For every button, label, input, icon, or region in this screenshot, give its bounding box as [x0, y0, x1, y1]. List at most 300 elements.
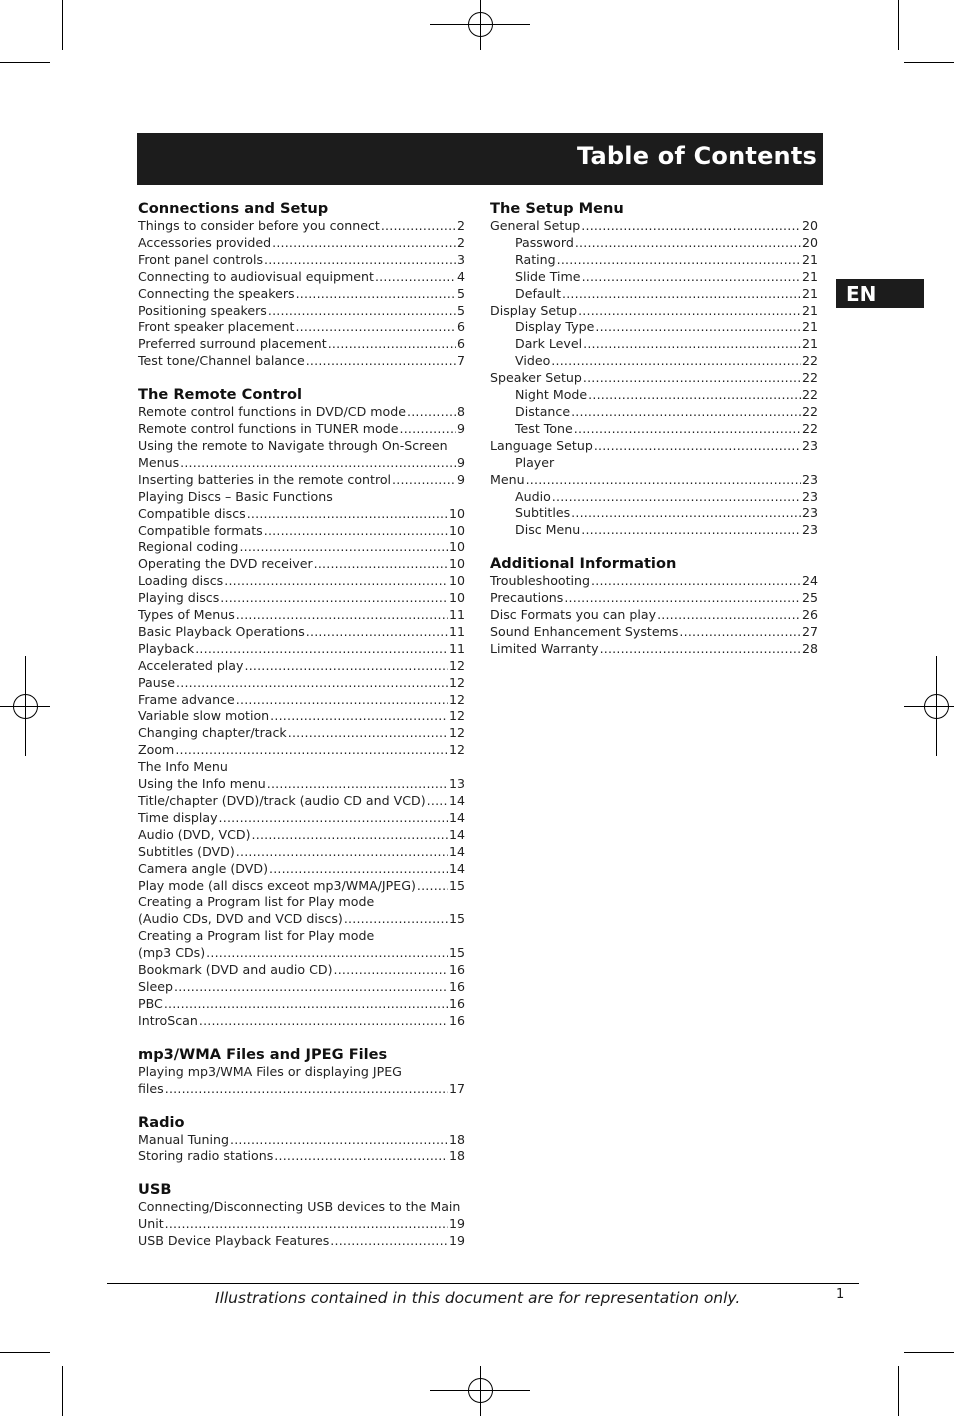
dot-leader: [264, 523, 448, 540]
toc-section-connections-and-setup: [138, 200, 465, 370]
toc-entry-page: 12: [448, 725, 465, 741]
toc-entry-page: 26: [801, 607, 818, 623]
toc-entry-page: 14: [448, 809, 465, 825]
language-tab-label: EN: [846, 282, 877, 306]
section-heading: Additional Information: [490, 555, 677, 573]
toc-entry-title: Remote control functions in DVD/CD mode: [138, 404, 406, 420]
toc-entry[interactable]: [490, 269, 818, 286]
dot-leader: [274, 1148, 448, 1165]
dot-leader: [328, 336, 456, 353]
toc-entry[interactable]: [138, 945, 465, 962]
toc-entry[interactable]: [138, 573, 465, 590]
toc-entry[interactable]: [138, 472, 465, 489]
toc-entry-page: 3: [456, 251, 465, 267]
toc-entry[interactable]: [138, 996, 465, 1013]
dot-leader: [269, 861, 448, 878]
toc-entry-page: 16: [448, 1012, 465, 1028]
dot-leader: [375, 269, 456, 286]
toc-entry-page: 15: [448, 945, 465, 961]
dot-leader: [344, 911, 448, 928]
toc-entry-title: Storing radio stations: [138, 1148, 274, 1164]
page-number: 1: [836, 1287, 845, 1302]
toc-entry-page: 22: [801, 370, 818, 386]
toc-entry-page: 21: [801, 251, 818, 267]
toc-entry-page: 23: [801, 505, 818, 521]
dot-leader: [252, 827, 448, 844]
toc-entry[interactable]: [138, 624, 465, 641]
dot-leader: [165, 1216, 448, 1233]
toc-entry[interactable]: [138, 523, 465, 540]
toc-entry[interactable]: [138, 269, 465, 286]
toc-entry-title: Regional coding: [138, 539, 239, 555]
toc-entry-title: Camera angle (DVD): [138, 860, 268, 876]
toc-entry-title: Precautions: [490, 590, 564, 606]
toc-entry-title: Disc Formats you can play: [490, 607, 657, 623]
toc-entry-page: 2: [456, 234, 465, 250]
dot-leader: [583, 336, 801, 353]
toc-entry[interactable]: [490, 286, 818, 303]
toc-entry[interactable]: [490, 303, 818, 320]
toc-entry[interactable]: [490, 235, 818, 252]
dot-leader: [296, 286, 456, 303]
toc-section-the-remote-control: [138, 386, 465, 1030]
toc-entry-title: Loading discs: [138, 573, 224, 589]
toc-entry[interactable]: [490, 319, 818, 336]
toc-entry-page: 22: [801, 387, 818, 403]
toc-entry-title: Front panel controls: [138, 251, 264, 267]
footer-note: Illustrations contained in this document are for representation only.: [215, 1289, 741, 1307]
toc-entry-title: Inserting batteries in the remote control: [138, 471, 392, 487]
toc-entry[interactable]: [490, 421, 818, 438]
dot-leader: [591, 573, 801, 590]
toc-entry-page: 21: [801, 319, 818, 335]
toc-entry[interactable]: [138, 607, 465, 624]
dot-leader: [595, 319, 801, 336]
toc-entry-title: Connecting the speakers: [138, 285, 295, 301]
toc-entry-page: 22: [801, 403, 818, 419]
toc-entry-page: 23: [801, 471, 818, 487]
toc-entry-page: 14: [448, 826, 465, 842]
toc-section-usb: [138, 1181, 465, 1250]
toc-entry-title: Variable slow motion: [138, 708, 270, 724]
toc-entry[interactable]: [490, 505, 818, 522]
toc-entry-page: 2: [456, 218, 465, 233]
dot-leader: [195, 641, 448, 658]
dot-leader: [306, 624, 448, 641]
dot-leader: [220, 590, 448, 607]
toc-entry[interactable]: [138, 776, 465, 793]
toc-entry[interactable]: [138, 404, 465, 421]
dot-leader: [657, 607, 801, 624]
toc-entry-page: 10: [448, 573, 465, 589]
dot-leader: [206, 945, 448, 962]
toc-entry[interactable]: [138, 1132, 465, 1149]
toc-entry[interactable]: [138, 1148, 465, 1165]
toc-entry-page: 13: [448, 776, 465, 792]
dot-leader: [334, 962, 448, 979]
toc-entry-title: Disc Menu: [515, 522, 581, 538]
dot-leader: [600, 641, 801, 658]
dot-leader: [267, 776, 448, 793]
toc-entry[interactable]: [138, 878, 465, 895]
toc-entry-page: 21: [801, 285, 818, 301]
toc-entry-page: 20: [801, 234, 818, 250]
toc-entry[interactable]: [138, 506, 465, 523]
toc-entry-title: Menu: [490, 471, 525, 487]
toc-entry-page: 23: [801, 522, 818, 538]
toc-entry-page: 6: [456, 319, 465, 335]
toc-entry-page: 15: [448, 877, 465, 893]
toc-entry[interactable]: [490, 252, 818, 269]
dot-leader: [236, 692, 448, 709]
toc-section-the-setup-menu: [490, 200, 818, 539]
toc-entry-page: 12: [448, 674, 465, 690]
dot-leader: [174, 979, 448, 996]
toc-entry-page: 9: [456, 421, 465, 437]
toc-right-column: [490, 200, 818, 674]
toc-entry[interactable]: [138, 319, 465, 336]
toc-entry-page: 22: [801, 420, 818, 436]
toc-entry[interactable]: [138, 742, 465, 759]
toc-entry[interactable]: [138, 286, 465, 303]
dot-leader: [594, 438, 801, 455]
toc-entry-title: Connecting to audiovisual equipment: [138, 268, 374, 284]
toc-entry-page: 14: [448, 860, 465, 876]
toc-subheading: Playing Discs – Basic Functions: [138, 488, 333, 504]
dot-leader: [175, 742, 448, 759]
toc-entry[interactable]: [490, 522, 818, 539]
toc-entry-title: General Setup: [490, 218, 581, 233]
toc-entry-title: Video: [515, 353, 551, 369]
dot-leader: [239, 539, 448, 556]
toc-entry[interactable]: [490, 404, 818, 421]
dot-leader: [552, 489, 801, 506]
toc-entry-title: Distance: [515, 403, 571, 419]
toc-entry-page: 10: [448, 539, 465, 555]
toc-entry-title: (Audio CDs, DVD and VCD discs): [138, 911, 343, 927]
toc-entry-title: Zoom: [138, 742, 175, 758]
dot-leader: [176, 675, 448, 692]
toc-entry-title: Front speaker placement: [138, 319, 295, 335]
toc-entry-page: 22: [801, 353, 818, 369]
toc-entry[interactable]: [138, 861, 465, 878]
toc-entry-page: 11: [448, 623, 465, 639]
title-bar: [137, 133, 823, 185]
dot-leader: [581, 218, 801, 235]
toc-entry-page: 9: [456, 454, 465, 470]
toc-entry-page: 12: [448, 657, 465, 673]
toc-entry-title: Speaker Setup: [490, 370, 582, 386]
toc-entry[interactable]: [138, 979, 465, 996]
toc-entry-title: Accessories provided: [138, 234, 272, 250]
toc-entry-title: Pause: [138, 674, 176, 690]
toc-entry-page: 20: [801, 218, 818, 233]
toc-entry[interactable]: [490, 590, 818, 607]
toc-entry[interactable]: [138, 421, 465, 438]
dot-leader: [407, 404, 456, 421]
toc-entry[interactable]: [138, 455, 465, 472]
toc-entry-page: 16: [448, 978, 465, 994]
toc-entry-page: 10: [448, 522, 465, 538]
toc-left-column: [138, 200, 465, 1266]
toc-entry[interactable]: [138, 641, 465, 658]
toc-entry-page: 23: [801, 437, 818, 453]
toc-entry-title: Compatible discs: [138, 505, 246, 521]
toc-entry-title: IntroScan: [138, 1012, 198, 1028]
toc-entry[interactable]: [138, 962, 465, 979]
toc-entry-page: 16: [448, 995, 465, 1011]
dot-leader: [244, 658, 447, 675]
toc-entry-title: Password: [515, 234, 574, 250]
toc-entry[interactable]: [138, 1013, 465, 1030]
dot-leader: [219, 810, 448, 827]
toc-entry[interactable]: [138, 303, 465, 320]
toc-entry[interactable]: [138, 1081, 465, 1098]
toc-entry[interactable]: [490, 624, 818, 641]
dot-leader: [288, 725, 448, 742]
toc-entry-title: Positioning speakers: [138, 302, 267, 318]
toc-entry-page: 27: [801, 623, 818, 639]
toc-entry-title: Compatible formats: [138, 522, 263, 538]
toc-entry-title: Subtitles: [515, 505, 571, 521]
toc-subheading: Creating a Program list for Play mode: [138, 894, 375, 910]
dot-leader: [165, 1081, 448, 1098]
dot-leader: [526, 472, 801, 489]
toc-entry-title: Frame advance: [138, 691, 235, 707]
toc-entry-title: Default: [515, 285, 562, 301]
dot-leader: [236, 844, 448, 861]
dot-leader: [392, 472, 456, 489]
toc-entry-page: 5: [456, 302, 465, 318]
toc-entry-title: Unit: [138, 1216, 164, 1232]
dot-leader: [272, 235, 456, 252]
toc-entry-page: 23: [801, 488, 818, 504]
dot-leader: [400, 421, 456, 438]
toc-entry[interactable]: [138, 539, 465, 556]
toc-entry-title: Night Mode: [515, 387, 588, 403]
toc-entry[interactable]: [138, 336, 465, 353]
dot-leader: [564, 590, 801, 607]
toc-entry-title: Things to consider before you connect: [138, 218, 380, 233]
toc-entry-title: PBC: [138, 995, 163, 1011]
toc-entry-title: (mp3 CDs): [138, 945, 206, 961]
toc-entry[interactable]: [138, 810, 465, 827]
dot-leader: [588, 387, 801, 404]
toc-entry-title: Menus: [138, 454, 180, 470]
toc-entry[interactable]: [490, 607, 818, 624]
toc-entry-title: Bookmark (DVD and audio CD): [138, 962, 333, 978]
dot-leader: [270, 708, 448, 725]
toc-entry-page: 12: [448, 742, 465, 758]
dot-leader: [264, 252, 456, 269]
toc-entry[interactable]: [490, 489, 818, 506]
toc-entry-page: 19: [448, 1216, 465, 1232]
language-tab: [836, 279, 924, 308]
dot-leader: [557, 252, 801, 269]
toc-entry-page: 21: [801, 268, 818, 284]
toc-entry[interactable]: [138, 708, 465, 725]
toc-entry[interactable]: [138, 1233, 465, 1250]
dot-leader: [295, 319, 456, 336]
toc-subheading: Connecting/Disconnecting USB devices to the Main: [138, 1199, 461, 1215]
dot-leader: [679, 624, 801, 641]
toc-entry-title: Audio: [515, 488, 551, 504]
toc-entry[interactable]: [490, 573, 818, 590]
section-heading: Connections and Setup: [138, 200, 329, 217]
toc-entry-page: 21: [801, 336, 818, 352]
section-heading: Radio: [138, 1113, 185, 1131]
toc-entry-page: 10: [448, 556, 465, 572]
toc-entry-page: 5: [456, 285, 465, 301]
toc-entry-page: 15: [448, 911, 465, 927]
toc-entry-page: 7: [456, 353, 465, 369]
toc-entry-title: Troubleshooting: [490, 573, 591, 589]
toc-entry[interactable]: [138, 844, 465, 861]
toc-entry-title: Display Type: [515, 319, 595, 335]
section-heading: The Setup Menu: [490, 200, 624, 217]
toc-entry[interactable]: [138, 235, 465, 252]
toc-entry-page: 11: [448, 640, 465, 656]
toc-entry-title: Playing discs: [138, 590, 220, 606]
toc-entry-title: Slide Time: [515, 268, 581, 284]
toc-entry[interactable]: [138, 1216, 465, 1233]
dot-leader: [582, 269, 801, 286]
dot-leader: [247, 506, 448, 523]
dot-leader: [224, 573, 448, 590]
toc-entry-page: 24: [801, 573, 818, 589]
toc-entry-title: Sleep: [138, 978, 173, 994]
toc-entry-title: Time display: [138, 809, 218, 825]
section-heading: The Remote Control: [138, 386, 302, 404]
toc-entry-title: Display Setup: [490, 302, 578, 318]
toc-entry-page: 18: [448, 1131, 465, 1147]
dot-leader: [180, 455, 456, 472]
toc-entry[interactable]: [490, 641, 818, 658]
toc-entry-title: Title/chapter (DVD)/track (audio CD and VCD): [138, 793, 426, 808]
toc-entry-title: Types of Menus: [138, 607, 235, 623]
toc-entry[interactable]: [490, 472, 818, 489]
toc-entry-page: 18: [448, 1148, 465, 1164]
toc-entry-title: Basic Playback Operations: [138, 623, 305, 639]
toc-entry[interactable]: [138, 692, 465, 709]
toc-entry-title: Changing chapter/track: [138, 725, 287, 741]
toc-entry-page: 16: [448, 962, 465, 978]
toc-entry[interactable]: [490, 218, 818, 235]
dot-leader: [571, 404, 801, 421]
toc-entry-page: 25: [801, 590, 818, 606]
toc-entry-page: 19: [448, 1233, 465, 1249]
footer-divider: [107, 1283, 859, 1284]
section-heading: mp3/WMA Files and JPEG Files: [138, 1045, 388, 1063]
toc-subheading: The Info Menu: [138, 759, 228, 775]
toc-section-mp3-wma-files-and-jpeg-files: [138, 1046, 465, 1098]
dot-leader: [381, 218, 456, 235]
toc-entry[interactable]: [138, 827, 465, 844]
toc-entry-title: Sound Enhancement Systems: [490, 623, 679, 639]
toc-entry-title: Manual Tuning: [138, 1131, 229, 1147]
toc-entry-page: 8: [456, 404, 465, 420]
toc-entry-page: 4: [456, 268, 465, 284]
toc-subheading: Creating a Program list for Play mode: [138, 928, 375, 944]
toc-entry-title: Language Setup: [490, 437, 593, 453]
toc-entry[interactable]: [138, 218, 465, 235]
toc-entry-page: 6: [456, 336, 465, 352]
toc-entry-title: Accelerated play: [138, 657, 244, 673]
toc-entry-page: 14: [448, 793, 465, 808]
dot-leader: [562, 286, 801, 303]
toc-entry-title: Remote control functions in TUNER mode: [138, 421, 399, 437]
toc-entry[interactable]: [138, 725, 465, 742]
toc-entry-page: 17: [448, 1080, 465, 1096]
dot-leader: [164, 996, 448, 1013]
toc-entry-page: 28: [801, 640, 818, 656]
section-heading: USB: [138, 1181, 172, 1199]
toc-entry-title: Operating the DVD receiver: [138, 556, 313, 572]
dot-leader: [574, 421, 801, 438]
toc-entry[interactable]: [138, 353, 465, 370]
toc-entry[interactable]: [490, 353, 818, 370]
page-title: Table of Contents: [577, 142, 817, 170]
dot-leader: [268, 303, 456, 320]
toc-entry-title: Test tone/Channel balance: [138, 353, 305, 369]
toc-entry-title: Playback: [138, 640, 195, 656]
toc-entry-title: Limited Warranty: [490, 640, 599, 656]
dot-leader: [417, 878, 448, 895]
toc-entry[interactable]: [490, 336, 818, 353]
toc-entry-page: 21: [801, 302, 818, 318]
toc-entry-title: Rating: [515, 251, 556, 267]
toc-entry-title: Test Tone: [515, 420, 573, 436]
toc-subheading: Playing mp3/WMA Files or displaying JPEG: [138, 1063, 402, 1079]
toc-entry[interactable]: [138, 252, 465, 269]
toc-entry[interactable]: [138, 658, 465, 675]
toc-entry[interactable]: [490, 387, 818, 404]
dot-leader: [236, 607, 448, 624]
toc-entry[interactable]: [138, 911, 465, 928]
dot-leader: [230, 1132, 448, 1149]
toc-entry[interactable]: [490, 370, 818, 387]
toc-entry[interactable]: [490, 438, 818, 455]
toc-entry-title: Dark Level: [515, 336, 583, 352]
toc-section-radio: [138, 1114, 465, 1166]
dot-leader: [199, 1013, 448, 1030]
toc-entry[interactable]: [138, 793, 465, 810]
toc-subheading: Player: [515, 454, 555, 470]
toc-entry-title: Subtitles (DVD): [138, 843, 235, 859]
dot-leader: [330, 1233, 448, 1250]
dot-leader: [575, 235, 801, 252]
toc-entry-title: Preferred surround placement: [138, 336, 327, 352]
dot-leader: [551, 353, 801, 370]
dot-leader: [314, 556, 448, 573]
toc-entry-title: Using the Info menu: [138, 776, 266, 792]
toc-subheading: Using the remote to Navigate through On-Screen: [138, 437, 448, 453]
toc-entry-title: files: [138, 1080, 164, 1096]
toc-entry[interactable]: [138, 556, 465, 573]
toc-entry-page: 12: [448, 708, 465, 724]
toc-entry-title: Audio (DVD, VCD): [138, 826, 251, 842]
toc-entry-page: 9: [456, 471, 465, 487]
toc-entry-page: 11: [448, 607, 465, 623]
toc-entry-page: 12: [448, 691, 465, 707]
toc-entry[interactable]: [138, 590, 465, 607]
toc-entry-page: 14: [448, 843, 465, 859]
dot-leader: [427, 793, 448, 810]
dot-leader: [583, 370, 801, 387]
dot-leader: [571, 505, 801, 522]
toc-section-additional-information: [490, 555, 818, 658]
toc-entry[interactable]: [138, 675, 465, 692]
